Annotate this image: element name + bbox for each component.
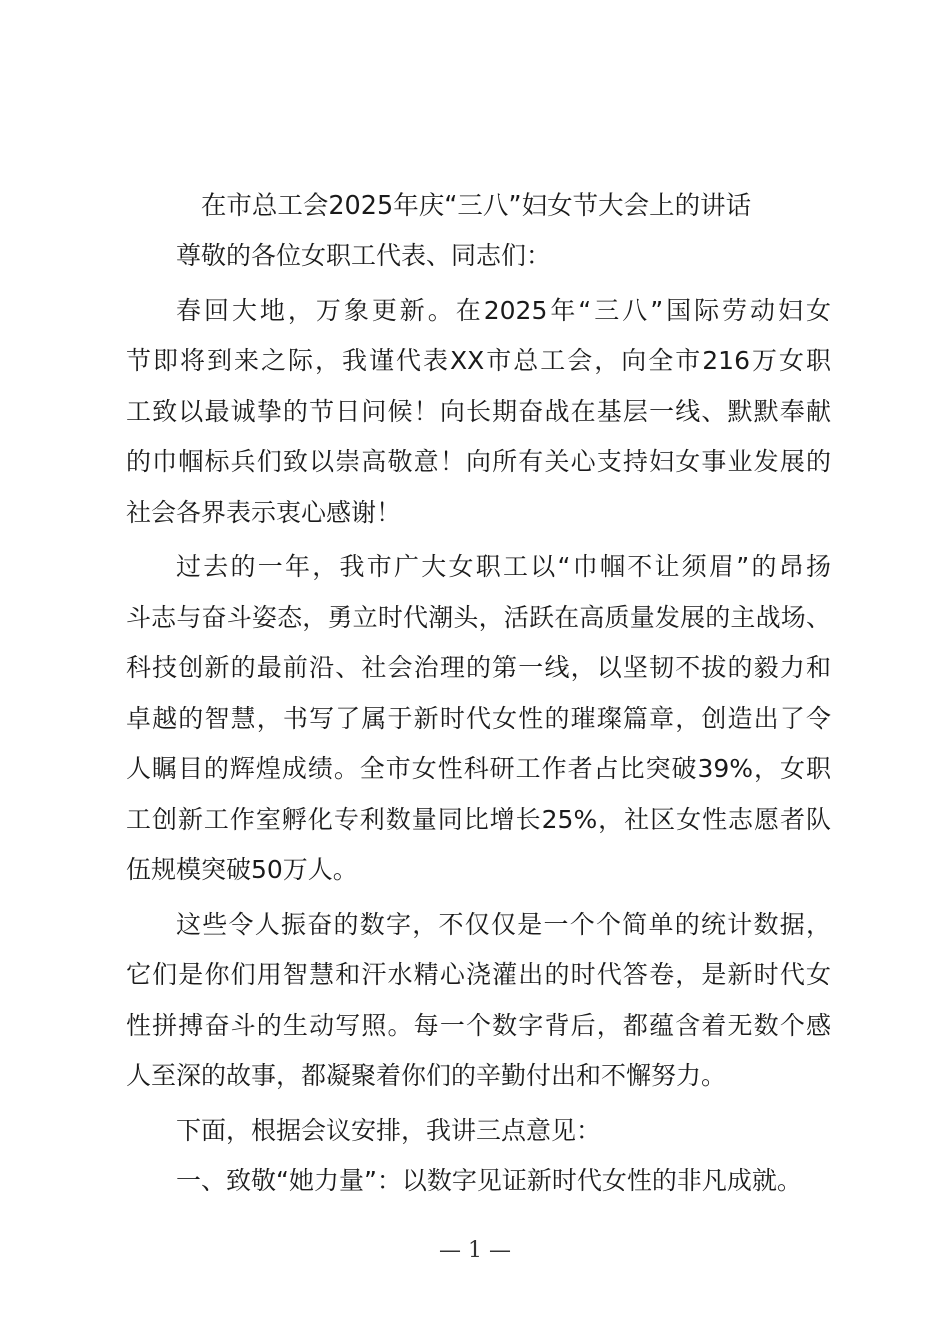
page-number: — 1 —: [439, 1238, 511, 1263]
salutation: [126, 231, 831, 282]
paragraph-line: 下面，根据会议安排，我讲三点意见：: [176, 1115, 602, 1145]
paragraph-line: 工致以最诚挚的节日问候！向长期奋战在基层一线、默默奉献: [126, 396, 831, 426]
paragraph-line: 它们是你们用智慧和汗水精心浇灌出的时代答卷，是新时代女: [126, 960, 831, 989]
paragraph-1: [126, 286, 831, 539]
paragraph-line: 人至深的故事，都凝聚着你们的辛勤付出和不懈努力。: [126, 1061, 727, 1090]
paragraph-line: 伍规模突破50万人。: [126, 855, 358, 884]
paragraph-line: 人瞩目的辉煌成绩。全市女性科研工作者占比突破39%，女职: [126, 754, 831, 783]
paragraph-line: 这些令人振奋的数字，不仅仅是一个个简单的统计数据，: [176, 909, 831, 939]
paragraph-line: 的巾帼标兵们致以崇高敬意！向所有关心支持妇女事业发展的: [126, 447, 831, 476]
document-title: 在市总工会2025年庆“三八”妇女节大会上的讲话: [200, 191, 752, 221]
paragraph-4: [126, 1106, 831, 1157]
paragraph-line: 社会各界表示衷心感谢！: [126, 497, 402, 527]
section-heading-1: [126, 1156, 831, 1207]
paragraph-line: 春回大地，万象更新。在2025年“三八”国际劳动妇女: [176, 295, 831, 325]
section-heading-line: 一、致敬“她力量”：以数字见证新时代女性的非凡成就。: [176, 1166, 802, 1195]
paragraph-3: [126, 900, 831, 1102]
salutation-line: 尊敬的各位女职工代表、同志们：: [176, 241, 552, 270]
paragraph-line: 性拼搏奋斗的生动写照。每一个数字背后，都蕴含着无数个感: [126, 1010, 831, 1040]
paragraph-line: 科技创新的最前沿、社会治理的第一线，以坚韧不拔的毅力和: [126, 653, 831, 682]
document-body: [126, 231, 831, 1207]
paragraph-line: 过去的一年，我市广大女职工以“巾帼不让须眉”的昂扬: [176, 552, 831, 581]
paragraph-line: 工创新工作室孵化专利数量同比增长25%，社区女性志愿者队: [126, 804, 831, 834]
paragraph-line: 节即将到来之际，我谨代表XX市总工会，向全市216万女职: [126, 346, 831, 375]
paragraph-line: 卓越的智慧，书写了属于新时代女性的璀璨篇章，创造出了令: [126, 703, 831, 733]
paragraph-2: [126, 542, 831, 896]
paragraph-line: 斗志与奋斗姿态，勇立时代潮头，活跃在高质量发展的主战场、: [126, 602, 831, 632]
